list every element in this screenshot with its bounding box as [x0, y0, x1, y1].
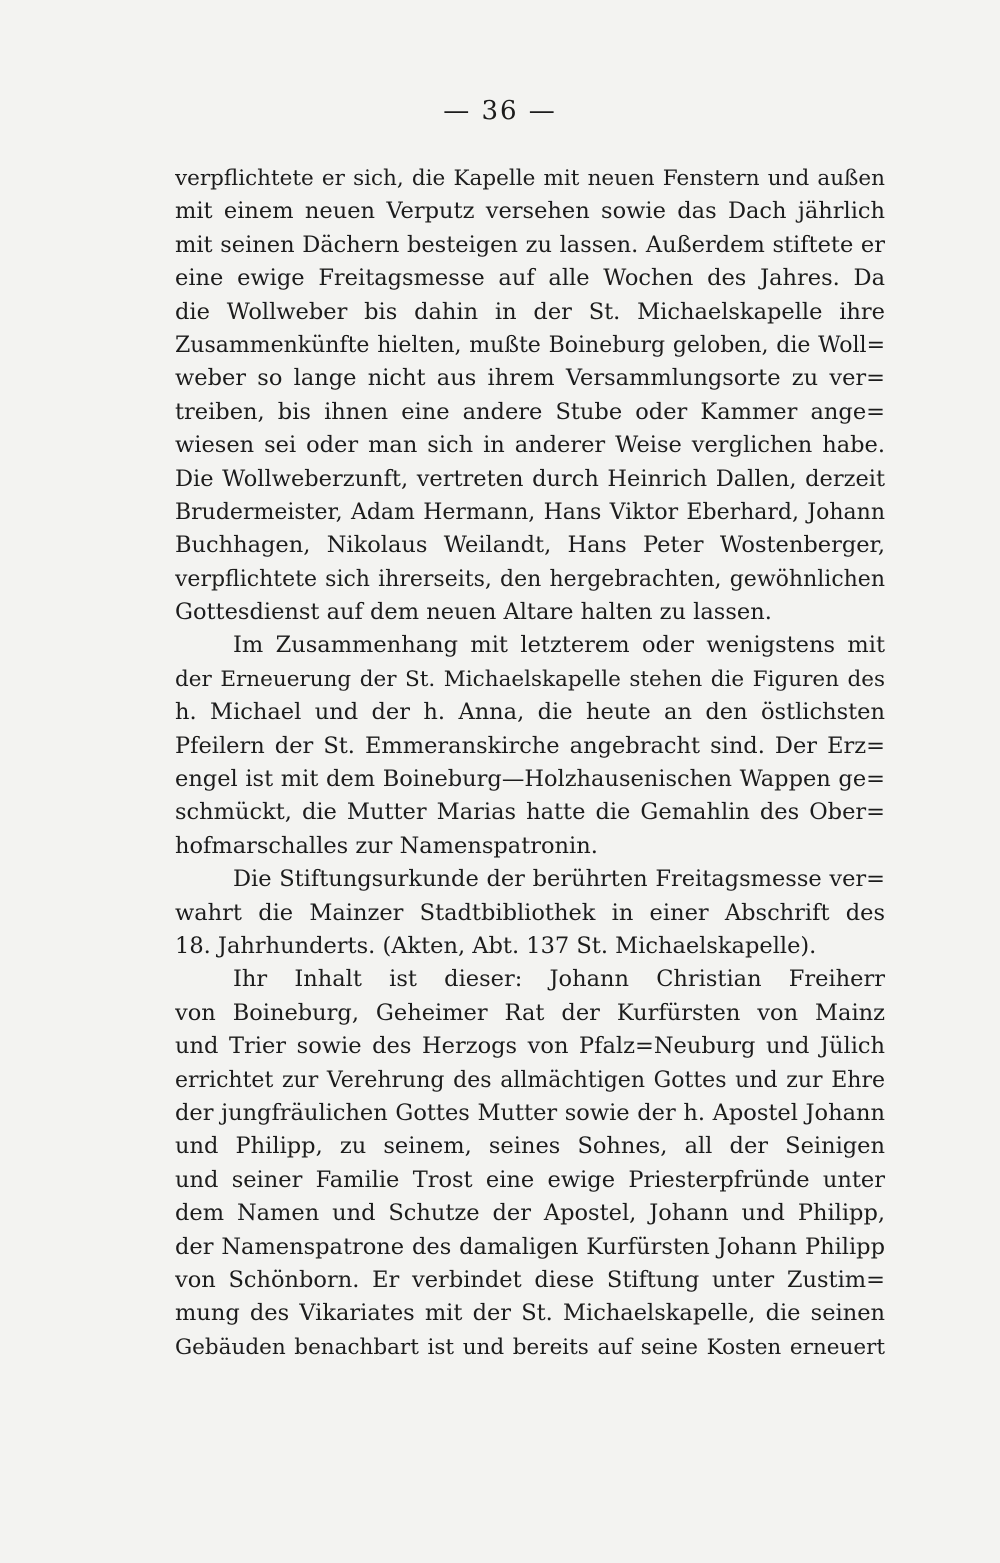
text-line: mit einem neuen Verputz versehen sowie das Dach jährlich [175, 198, 885, 225]
text-line: Gottesdienst auf dem neuen Altare halten zu lassen. [175, 599, 772, 626]
text-line: errichtet zur Verehrung des allmächtigen Gottes und zur Ehre [175, 1067, 885, 1093]
text-line: wiesen sei oder man sich in anderer Weise verglichen habe. [175, 432, 885, 459]
text-line: Gebäuden benachbart ist und bereits auf seine Kosten erneuert [175, 1334, 885, 1360]
text-line: Im Zusammenhang mit letzterem oder wenigstens mit [233, 632, 885, 659]
text-line: von Boineburg, Geheimer Rat der Kurfürsten von Mainz [175, 999, 885, 1026]
text-line: von Schönborn. Er verbindet diese Stiftung unter Zustim= [175, 1266, 885, 1293]
text-line: mit seinen Dächern besteigen zu lassen. Außerdem stiftete er [175, 231, 885, 258]
text-line: Die Wollweberzunft, vertreten durch Heinrich Dallen, derzeit [175, 465, 885, 492]
text-line: die Wollweber bis dahin in der St. Michaelskapelle ihre [175, 298, 885, 325]
text-line: Zusammenkünfte hielten, mußte Boineburg geloben, die Woll= [175, 332, 885, 358]
text-line: Buchhagen, Nikolaus Weilandt, Hans Peter Wostenberger, [175, 532, 885, 559]
text-line: und seiner Familie Trost eine ewige Priesterpfründe unter [175, 1166, 885, 1193]
text-line: der jungfräulichen Gottes Mutter sowie der h. Apostel Johann [175, 1099, 885, 1126]
text-line: schmückt, die Mutter Marias hatte die Gemahlin des Ober= [175, 799, 885, 826]
text-line: h. Michael und der h. Anna, die heute an den östlichsten [175, 699, 885, 726]
text-line: Brudermeister, Adam Hermann, Hans Viktor Eberhard, Johann [175, 499, 885, 525]
text-line: treiben, bis ihnen eine andere Stube oder Kammer ange= [175, 398, 885, 425]
page-number: — 36 — [443, 96, 557, 126]
text-line: der Namenspatrone des damaligen Kurfürsten Johann Philipp [175, 1233, 885, 1260]
text-line: und Trier sowie des Herzogs von Pfalz=Neuburg und Jülich [175, 1033, 885, 1060]
text-line: mung des Vikariates mit der St. Michaelskapelle, die seinen [175, 1300, 885, 1327]
text-line: und Philipp, zu seinem, seines Sohnes, all der Seinigen [175, 1133, 885, 1160]
text-line: Ihr Inhalt ist dieser: Johann Christian Freiherr [233, 966, 885, 993]
text-line: verpflichtete er sich, die Kapelle mit neuen Fenstern und außen [175, 166, 885, 191]
text-line: der Erneuerung der St. Michaelskapelle stehen die Figuren des [175, 666, 885, 692]
text-line: weber so lange nicht aus ihrem Versammlungsorte zu ver= [175, 365, 885, 392]
text-line: Die Stiftungsurkunde der berührten Freitagsmesse ver= [233, 866, 885, 893]
text-line: engel ist mit dem Boineburg—Holzhausenischen Wappen ge= [175, 766, 885, 793]
body-text [175, 162, 885, 1364]
text-line: 18. Jahrhunderts. (Akten, Abt. 137 St. Michaelskapelle). [175, 932, 817, 959]
text-line: wahrt die Mainzer Stadtbibliothek in einer Abschrift des [175, 899, 885, 926]
text-line: eine ewige Freitagsmesse auf alle Wochen des Jahres. Da [175, 265, 885, 292]
text-line: Pfeilern der St. Emmeranskirche angebracht sind. Der Erz= [175, 732, 885, 759]
text-line: verpflichtete sich ihrerseits, den hergebrachten, gewöhnlichen [175, 566, 885, 592]
text-line: dem Namen und Schutze der Apostel, Johann und Philipp, [175, 1200, 885, 1227]
text-line: hofmarschalles zur Namenspatronin. [175, 832, 598, 859]
